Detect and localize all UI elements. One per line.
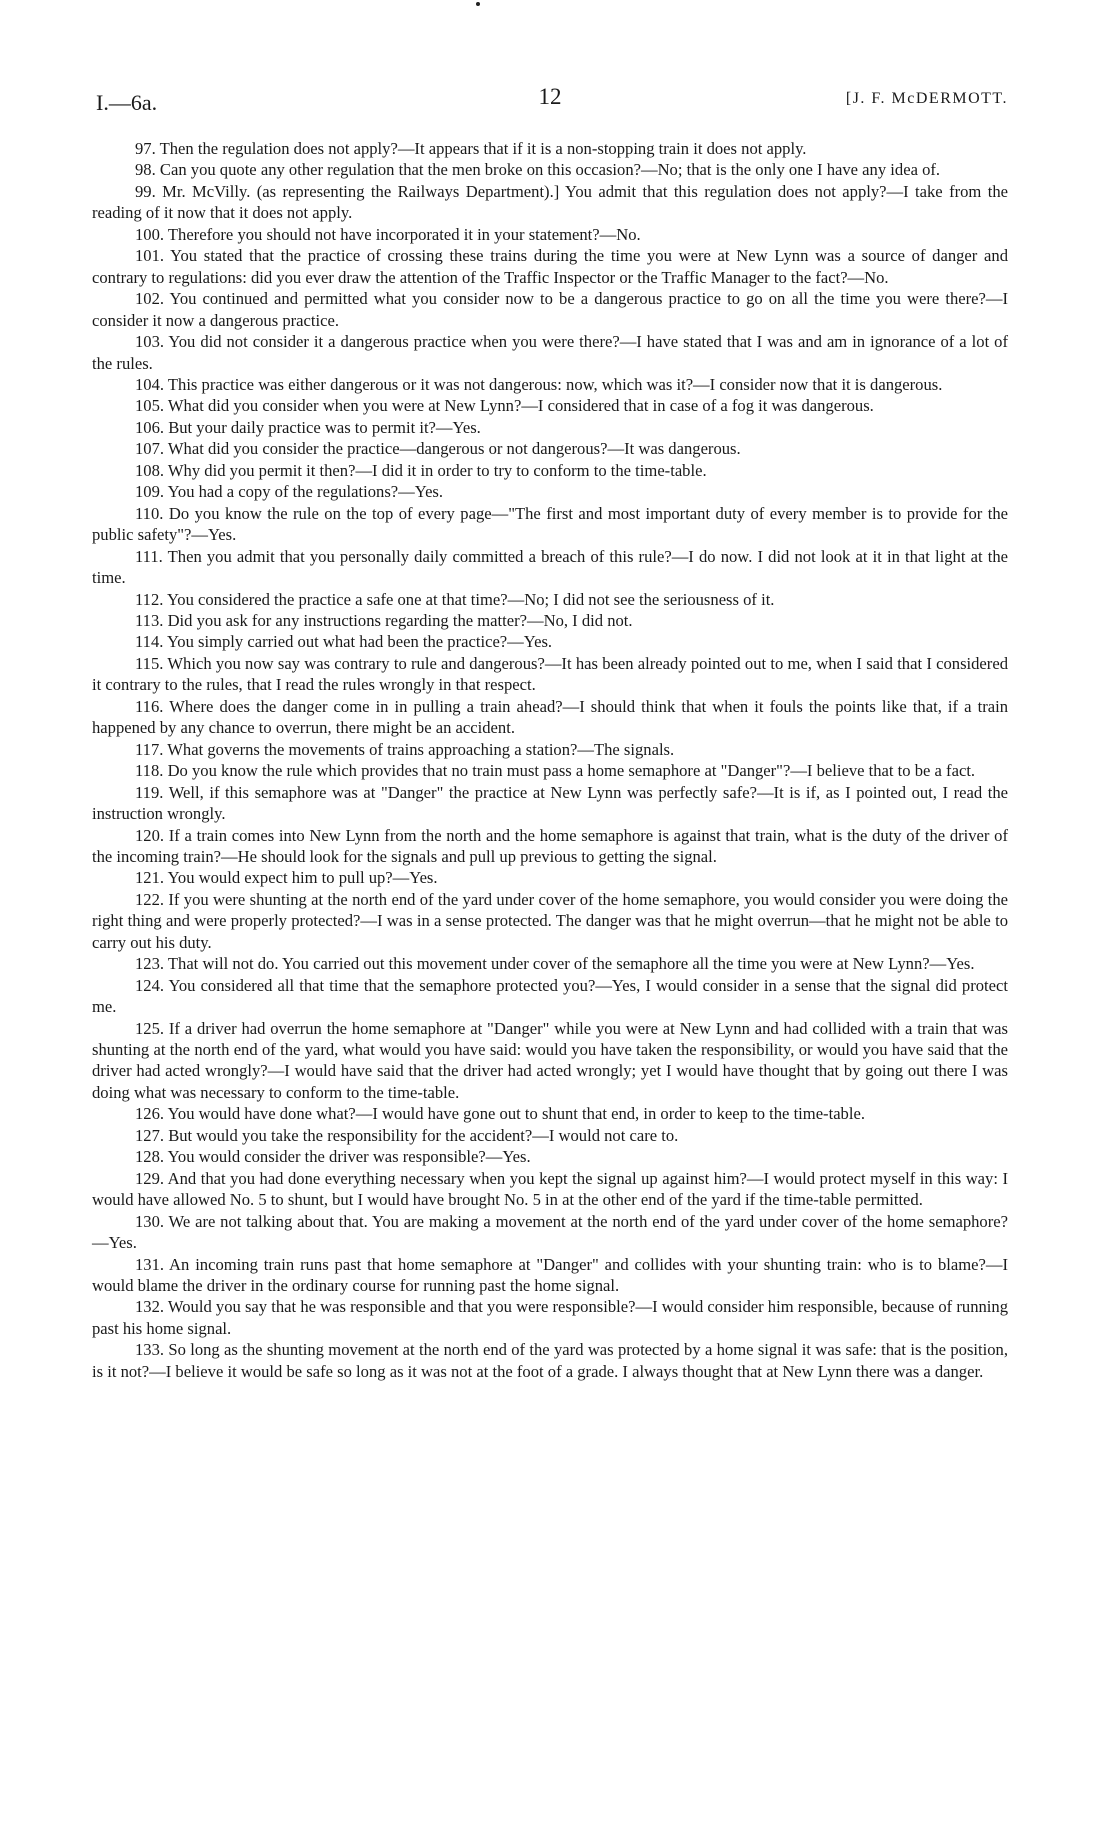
paragraph: 132. Would you say that he was responsible and that you were responsible?—I would consider him responsible, because of running past his home signal. bbox=[92, 1297, 1008, 1338]
paragraph: 131. An incoming train runs past that home semaphore at "Danger" and collides with your shunting train: who is to blame?—I would blame the driver in the ordinary course for running past the home signal. bbox=[92, 1254, 1008, 1296]
paragraph: 129. And that you had done everything necessary when you kept the signal up against him?—I would protect myself in this way: I would have allowed No. 5 to shunt, but I would have brought No. 5 in at the other end of the yard if the time-table permitted. bbox=[92, 1168, 1008, 1210]
page-header bbox=[92, 78, 1008, 118]
paragraph: 123. That will not do. You carried out this movement under cover of the semaphore all the time you were at New Lynn?—Yes. bbox=[135, 954, 975, 974]
paper-reference: I.—6a. bbox=[96, 90, 158, 115]
paragraph: 115. Which you now say was contrary to rule and dangerous?—It has been already pointed out to me, when I said that I considered it contrary to the rules, that I read the rules wrongly in that respect. bbox=[92, 653, 1008, 695]
paragraph: 98. Can you quote any other regulation that the men broke on this occasion?—No; that is the only one I have any idea of. bbox=[135, 160, 941, 180]
paragraph: 105. What did you consider when you were at New Lynn?—I considered that in case of a fog it was dangerous. bbox=[135, 396, 874, 416]
paragraph: 127. But would you take the responsibility for the accident?—I would not care to. bbox=[135, 1125, 679, 1145]
paragraph: 116. Where does the danger come in in pulling a train ahead?—I should think that when it fouls the points like that, if a train happened by any chance to overrun, there might be an accident. bbox=[92, 696, 1008, 738]
paragraph: 103. You did not consider it a dangerous practice when you were there?—I have stated that I was and am in ignorance of a lot of the rules. bbox=[92, 332, 1008, 373]
paragraph: 120. If a train comes into New Lynn from the north and the home semaphore is against that train, what is the duty of the driver of the incoming train?—He should look for the signals and pull up previous to getting the signal. bbox=[92, 825, 1008, 866]
paragraph: 117. What governs the movements of trains approaching a station?—The signals. bbox=[135, 739, 675, 759]
paragraph: 119. Well, if this semaphore was at "Danger" the practice at New Lynn was perfectly safe?—It is if, as I pointed out, I read the instruction wrongly. bbox=[92, 782, 1008, 824]
paragraph: 133. So long as the shunting movement at the north end of the yard was protected by a home signal it was safe: that is the position, is it not?—I believe it would be safe so long as it was not at the foot of a grade. I always thought that at New Lynn there was a danger. bbox=[92, 1340, 1008, 1381]
paragraph: 114. You simply carried out what had been the practice?—Yes. bbox=[135, 632, 553, 652]
paragraph: 106. But your daily practice was to permit it?—Yes. bbox=[135, 417, 481, 437]
paragraph: 113. Did you ask for any instructions regarding the matter?—No, I did not. bbox=[135, 610, 633, 630]
paragraph: 126. You would have done what?—I would have gone out to shunt that end, in order to keep to the time-table. bbox=[135, 1104, 865, 1124]
page-number: 12 bbox=[538, 84, 562, 109]
paragraph: 100. Therefore you should not have incorporated it in your statement?—No. bbox=[135, 224, 641, 244]
paragraph: 110. Do you know the rule on the top of every page—"The first and most important duty of every member is to provide for the public safety"?—Yes. bbox=[92, 503, 1008, 545]
witness-name: [J. F. McDERMOTT. bbox=[845, 90, 1008, 107]
paragraph: 108. Why did you permit it then?—I did it in order to try to conform to the time-table. bbox=[135, 460, 707, 480]
paragraph: 112. You considered the practice a safe one at that time?—No; I did not see the seriousness of it. bbox=[135, 589, 775, 609]
paragraph: 97. Then the regulation does not apply?—It appears that if it is a non-stopping train it does not apply. bbox=[135, 139, 807, 158]
paragraph: 102. You continued and permitted what you consider now to be a dangerous practice to go on all the time you were there?—I consider it now a dangerous practice. bbox=[92, 289, 1008, 330]
paragraph: 111. Then you admit that you personally daily committed a breach of this rule?—I do now. I did not look at it in that light at the time. bbox=[92, 546, 1008, 588]
paragraph: 101. You stated that the practice of crossing these trains during the time you were at New Lynn was a source of danger and contrary to regulations: did you ever draw the attention of the Traffic Inspector or the Traffic Manager to the fact?—No. bbox=[92, 246, 1008, 287]
paragraph: 121. You would expect him to pull up?—Yes. bbox=[135, 868, 438, 888]
paragraph: 99. Mr. McVilly. (as representing the Railways Department).] You admit that this regulation does not apply?—I take from the reading of it now that it does not apply. bbox=[92, 181, 1008, 223]
paragraph: 104. This practice was either dangerous or it was not dangerous: now, which was it?—I consider now that it is dangerous. bbox=[135, 374, 943, 394]
paragraph: 130. We are not talking about that. You are making a movement at the north end of the yard under cover of the home semaphore?—Yes. bbox=[92, 1211, 1008, 1253]
paragraph: 125. If a driver had overrun the home semaphore at "Danger" while you were at New Lynn and had collided with a train that was shunting at the north end of the yard, what would you have said: would you have taken the responsibility, or would you have said that the driver had acted wrongly?—I would have said that the driver had acted wrongly; yet I would have thought that by going out there I was doing what was necessary to conform to the time-table. bbox=[92, 1018, 1008, 1102]
paragraph: 118. Do you know the rule which provides that no train must pass a home semaphore at "Danger"?—I believe that to be a fact. bbox=[135, 761, 976, 781]
paragraph: 107. What did you consider the practice—dangerous or not dangerous?—It was dangerous. bbox=[135, 439, 741, 459]
testimony-text bbox=[92, 138, 1008, 1382]
paragraph: 122. If you were shunting at the north end of the yard under cover of the home semaphore, you would consider you were doing the right thing and were properly protected?—I was in a sense protected. The danger was that he might overrun—that he might not be able to carry out his duty. bbox=[92, 889, 1008, 952]
paragraph: 124. You considered all that time that the semaphore protected you?—Yes, I would consider in a sense that the signal did protect me. bbox=[92, 975, 1008, 1017]
paragraph: 109. You had a copy of the regulations?—Yes. bbox=[135, 482, 444, 502]
stray-mark bbox=[476, 2, 480, 6]
paragraph: 128. You would consider the driver was responsible?—Yes. bbox=[135, 1147, 531, 1167]
